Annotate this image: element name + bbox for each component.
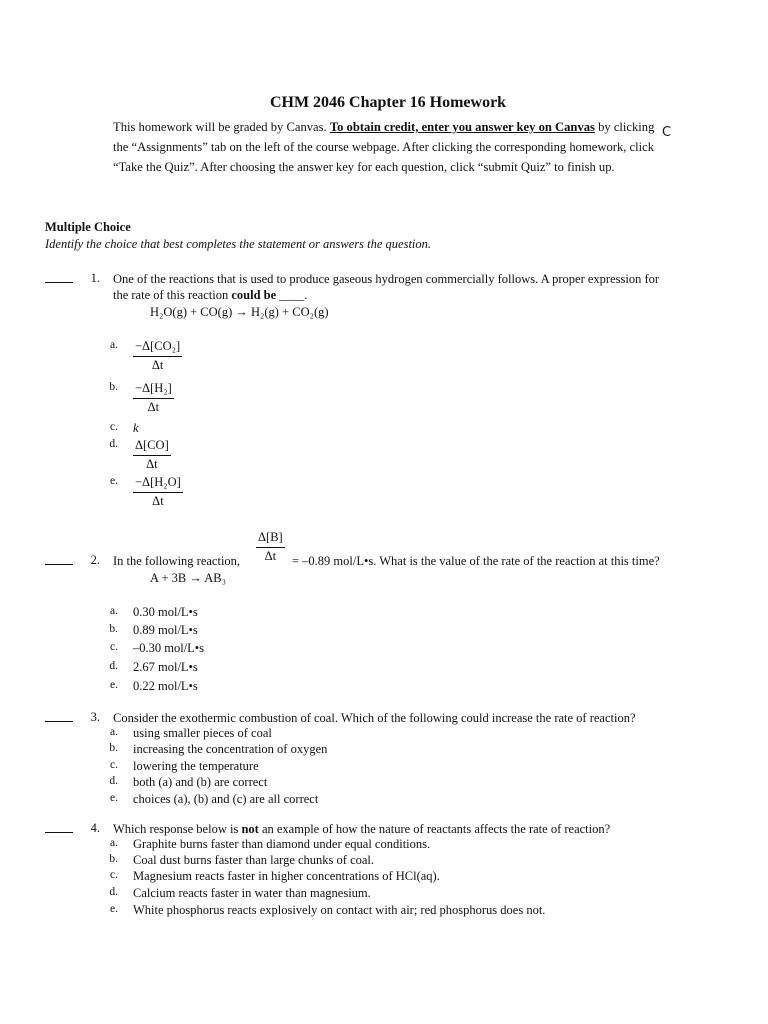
option-text[interactable]: k [133, 421, 139, 435]
option-text[interactable]: 0.22 mol/L•s [133, 679, 198, 693]
fraction-numerator: −Δ[H₂] [133, 381, 174, 399]
question-text-bold: could be [231, 288, 277, 302]
question-number: 4. [90, 821, 100, 835]
option-text[interactable]: 2.67 mol/L•s [133, 660, 198, 674]
intro-text-1: This homework will be graded by Canvas. [113, 120, 327, 134]
rate-fraction [256, 530, 285, 564]
option-letter: a. [110, 837, 118, 849]
option-letter: d. [109, 438, 118, 450]
question-number: 1. [90, 271, 100, 285]
option-letter: c. [110, 759, 118, 771]
option-letter: d. [109, 775, 118, 787]
option-text[interactable]: 0.89 mol/L•s [133, 623, 198, 637]
intro-paragraph [113, 117, 658, 177]
option-text[interactable]: lowering the temperature [133, 759, 259, 773]
option-letter: c. [110, 641, 118, 653]
option-letter: c. [110, 421, 118, 433]
option-letter: e. [110, 679, 118, 691]
option-text[interactable]: using smaller pieces of coal [133, 726, 272, 740]
option-text[interactable]: –0.30 mol/L•s [133, 641, 205, 655]
question-number: 3. [90, 710, 100, 724]
option-letter: d. [109, 660, 118, 672]
reaction-equation: H₂O(g) + CO(g) → H₂(g) + CO₂(g) [150, 305, 329, 319]
fraction-denominator: Δt [146, 457, 158, 471]
option-text[interactable]: choices (a), (b) and (c) are all correct [133, 792, 319, 806]
question-text-bold: not [241, 822, 259, 836]
question-text: One of the reactions that is used to produce gaseous hydrogen commercially follows. A proper expression for [113, 272, 660, 286]
question-text-part: ____. [279, 288, 308, 302]
question-text: = –0.89 mol/L•s. What is the value of the rate of the reaction at this time? [292, 554, 660, 568]
question-text: In the following reaction, [113, 554, 241, 568]
question-text-part: Which response below is [113, 822, 239, 836]
option-fraction[interactable] [133, 339, 182, 373]
fraction-numerator: −Δ[H₂O] [133, 475, 183, 493]
option-fraction[interactable] [133, 381, 174, 415]
option-fraction[interactable] [133, 475, 183, 509]
question-text [113, 821, 610, 837]
section-title: Multiple Choice [45, 220, 131, 234]
page-title: CHM 2046 Chapter 16 Homework [269, 94, 507, 111]
fraction-numerator: −Δ[CO₂] [133, 339, 182, 357]
question-text: Consider the exothermic combustion of coal. Which of the following could increase the rate of reaction? [113, 711, 636, 725]
fraction-numerator: Δ[CO] [133, 438, 171, 456]
fraction-denominator: Δt [151, 358, 164, 372]
answer-blank[interactable] [45, 270, 73, 287]
option-letter: b. [109, 742, 118, 754]
option-letter: a. [110, 339, 118, 351]
option-letter: b. [109, 853, 118, 865]
fraction-numerator: Δ[B] [256, 530, 285, 548]
option-text[interactable]: Graphite burns faster than diamond under equal conditions. [133, 837, 431, 851]
option-letter: e. [110, 792, 118, 804]
fraction-denominator: Δt [264, 549, 277, 563]
section-instruction: Identify the choice that best completes the statement or answers the question. [45, 237, 432, 251]
option-letter: d. [109, 886, 118, 898]
option-letter: b. [109, 381, 118, 393]
question-text-part: an example of how the nature of reactants affects the rate of reaction? [261, 822, 611, 836]
option-text[interactable]: both (a) and (b) are correct [133, 775, 268, 789]
question-number: 2. [90, 553, 100, 567]
option-fraction[interactable] [133, 438, 171, 472]
option-text[interactable]: increasing the concentration of oxygen [133, 742, 328, 756]
option-text[interactable]: White phosphorus reacts explosively on contact with air; red phosphorus does not. [133, 903, 546, 917]
answer-blank[interactable] [45, 820, 73, 837]
question-text [113, 287, 307, 303]
option-letter: b. [109, 623, 118, 635]
option-text[interactable]: Coal dust burns faster than large chunks of coal. [133, 853, 375, 867]
option-letter: a. [110, 605, 118, 617]
fraction-denominator: Δt [152, 494, 164, 508]
option-text[interactable]: 0.30 mol/L•s [133, 605, 198, 619]
option-text[interactable]: Calcium reacts faster in water than magnesium. [133, 886, 371, 900]
option-letter: c. [110, 869, 118, 881]
answer-blank[interactable] [45, 709, 73, 726]
option-text[interactable]: Magnesium reacts faster in higher concentrations of HCl(aq). [133, 869, 440, 883]
question-text-part: the rate of this reaction [113, 288, 229, 302]
option-letter: e. [110, 903, 118, 915]
intro-bold-instruction: To obtain credit, enter you answer key on Canvas [329, 120, 595, 134]
fraction-denominator: Δt [147, 400, 160, 414]
margin-mark: C [662, 125, 672, 140]
reaction-equation: A + 3B → AB₃ [150, 571, 227, 585]
intro-text-2: by clicking the “Assignments” tab on the left of the course webpage. After clicking the corresponding homework, click “Take the Quiz”. After choosing the answer key for each question, click “submit Quiz” to finish up. [113, 120, 655, 174]
option-letter: e. [110, 475, 118, 487]
answer-blank[interactable] [45, 552, 73, 569]
option-letter: a. [110, 726, 118, 738]
